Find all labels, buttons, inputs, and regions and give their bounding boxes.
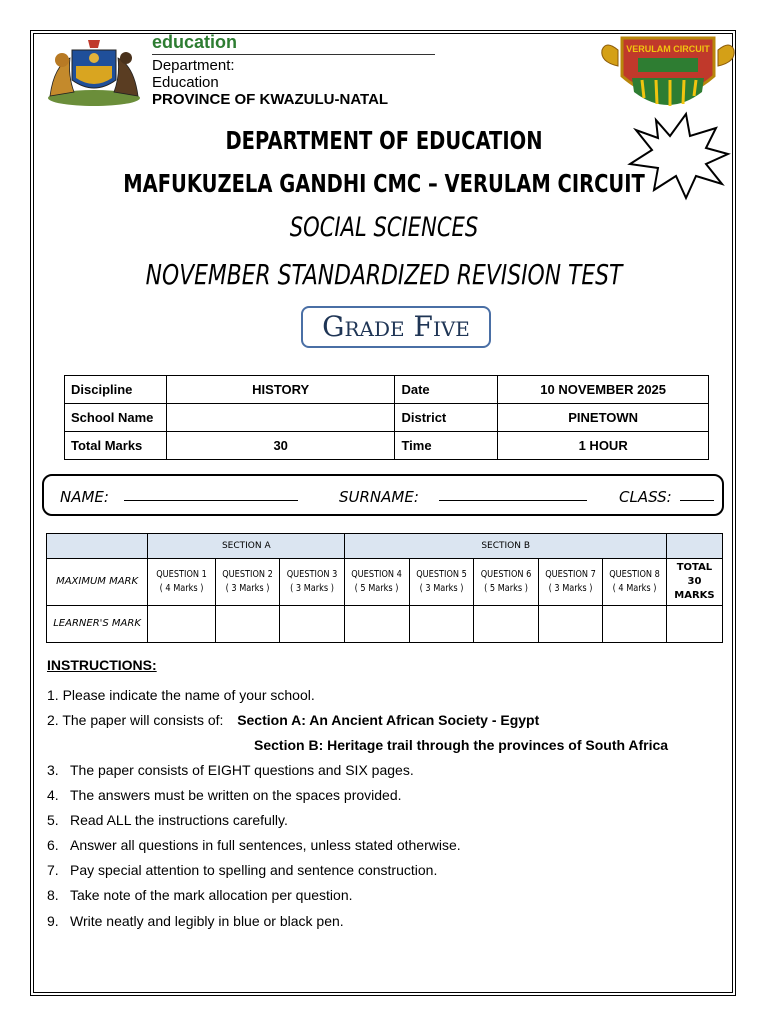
learner-mark-field[interactable]: [148, 606, 216, 643]
instruction-item: [47, 762, 414, 779]
learner-total-field[interactable]: [666, 606, 722, 643]
table-row: [65, 376, 709, 404]
section-b-header: SECTION B: [345, 534, 666, 559]
instructions-heading: INSTRUCTIONS:: [47, 657, 157, 673]
total-line1: TOTAL: [676, 562, 713, 573]
question-name: QUESTION 5: [415, 569, 467, 580]
name-label: NAME:: [60, 488, 109, 506]
province-name: PROVINCE OF KWAZULU-NATAL: [152, 91, 389, 108]
table-cell: [47, 534, 148, 559]
instruction-number: 4.: [47, 787, 59, 803]
title-test: NOVEMBER STANDARDIZED REVISION TEST: [145, 258, 623, 291]
instruction-number: 9.: [47, 913, 59, 929]
question-name: QUESTION 1: [156, 569, 208, 580]
instruction-text: The paper will consists of:: [62, 712, 224, 728]
info-value: 1 HOUR: [498, 432, 709, 460]
education-brand: education: [152, 32, 238, 52]
learner-mark-field[interactable]: [473, 606, 538, 643]
instruction-number: 8.: [47, 887, 59, 903]
instruction-number: 1.: [47, 687, 59, 703]
question-marks: ( 4 Marks ): [612, 583, 657, 594]
badge-text: VERULAM CIRCUIT: [626, 44, 710, 54]
info-table: [64, 375, 709, 460]
instruction-text: The paper consists of EIGHT questions and SIX pages.: [70, 762, 414, 778]
name-field[interactable]: [124, 486, 298, 501]
question-name: QUESTION 2: [222, 569, 274, 580]
question-cell: [409, 559, 473, 606]
question-name: QUESTION 4: [351, 569, 403, 580]
question-marks: ( 3 Marks ): [225, 583, 270, 594]
learner-mark-label: LEARNER'S MARK: [47, 606, 148, 643]
table-row: [47, 606, 723, 643]
surname-field[interactable]: [439, 486, 587, 501]
instruction-number: 5.: [47, 812, 59, 828]
info-label: Discipline: [65, 376, 167, 404]
instruction-item: [47, 837, 461, 854]
instruction-text: Answer all questions in full sentences, unless stated otherwise.: [70, 837, 461, 853]
instruction-item: [47, 913, 344, 930]
learner-mark-field[interactable]: [538, 606, 602, 643]
logo-divider: [152, 54, 435, 55]
max-mark-label: MAXIMUM MARK: [47, 559, 148, 606]
dept-line-2: Education: [152, 74, 219, 91]
grade-label: Grade Five: [301, 306, 491, 348]
table-cell: [666, 534, 722, 559]
question-name: QUESTION 8: [609, 569, 660, 580]
info-value: 30: [166, 432, 395, 460]
instruction-item: [47, 887, 353, 904]
question-marks: ( 3 Marks ): [290, 583, 335, 594]
department-logo-text: [152, 32, 437, 109]
kzn-coat-of-arms-logo: [40, 36, 148, 113]
instruction-text: The answers must be written on the spaces provided.: [70, 787, 402, 803]
school-name-field[interactable]: [166, 404, 395, 432]
instruction-item: [47, 862, 437, 879]
table-row: [65, 404, 709, 432]
class-field[interactable]: [680, 486, 714, 501]
total-line3: MARKS: [674, 590, 715, 601]
info-value: PINETOWN: [498, 404, 709, 432]
question-cell: [148, 559, 216, 606]
learner-mark-field[interactable]: [602, 606, 666, 643]
info-label: Total Marks: [65, 432, 167, 460]
instruction-item: [47, 687, 315, 704]
class-label: CLASS:: [619, 488, 672, 506]
question-cell: [538, 559, 602, 606]
learner-mark-field[interactable]: [280, 606, 345, 643]
instruction-item: [47, 812, 288, 829]
question-marks: ( 5 Marks ): [483, 583, 528, 594]
instruction-number: 6.: [47, 837, 59, 853]
title-department: DEPARTMENT OF EDUCATION: [225, 126, 543, 155]
question-cell: [280, 559, 345, 606]
question-cell: [345, 559, 409, 606]
instruction-item: [47, 712, 539, 729]
section-b-description: Section B: Heritage trail through the provinces of South Africa: [254, 737, 669, 753]
question-marks: ( 3 Marks ): [419, 583, 464, 594]
question-name: QUESTION 6: [480, 569, 531, 580]
question-marks: ( 4 Marks ): [159, 583, 204, 594]
info-label: School Name: [65, 404, 167, 432]
instruction-number: 3.: [47, 762, 59, 778]
question-marks: ( 5 Marks ): [354, 583, 399, 594]
dept-line-1: Department:: [152, 57, 235, 74]
total-marks-cell: [666, 559, 722, 606]
info-label: Date: [395, 376, 498, 404]
section-a-description: Section A: An Ancient African Society - Egypt: [237, 712, 540, 728]
learner-mark-field[interactable]: [409, 606, 473, 643]
instruction-text: Take note of the mark allocation per question.: [70, 887, 353, 903]
table-row: [47, 534, 723, 559]
info-value: HISTORY: [166, 376, 395, 404]
question-cell: [216, 559, 280, 606]
instruction-text: Read ALL the instructions carefully.: [70, 812, 288, 828]
verulam-circuit-badge-logo: [598, 32, 738, 117]
table-row: [47, 559, 723, 606]
title-circuit: MAFUKUZELA GANDHI CMC – VERULAM CIRCUIT: [123, 169, 645, 198]
learner-mark-field[interactable]: [216, 606, 280, 643]
instruction-item: [254, 737, 668, 754]
instruction-text: Write neatly and legibly in blue or black pen.: [70, 913, 344, 929]
total-line2: 30: [687, 576, 702, 587]
instruction-number: 7.: [47, 862, 59, 878]
info-label: District: [395, 404, 498, 432]
learner-details-box: [42, 474, 724, 516]
question-cell: [602, 559, 666, 606]
instruction-item: [47, 787, 402, 804]
question-cell: [473, 559, 538, 606]
title-subject: SOCIAL SCIENCES: [289, 212, 479, 243]
instruction-text: Pay special attention to spelling and sentence construction.: [70, 862, 438, 878]
question-name: QUESTION 7: [544, 569, 596, 580]
marks-table: [46, 533, 723, 643]
info-label: Time: [395, 432, 498, 460]
surname-label: SURNAME:: [339, 488, 419, 506]
instruction-text: Please indicate the name of your school.: [62, 687, 315, 703]
learner-mark-field[interactable]: [345, 606, 409, 643]
instruction-number: 2.: [47, 712, 59, 728]
info-value: 10 NOVEMBER 2025: [498, 376, 709, 404]
section-a-header: SECTION A: [148, 534, 345, 559]
question-marks: ( 3 Marks ): [548, 583, 593, 594]
table-row: [65, 432, 709, 460]
question-name: QUESTION 3: [287, 569, 338, 580]
